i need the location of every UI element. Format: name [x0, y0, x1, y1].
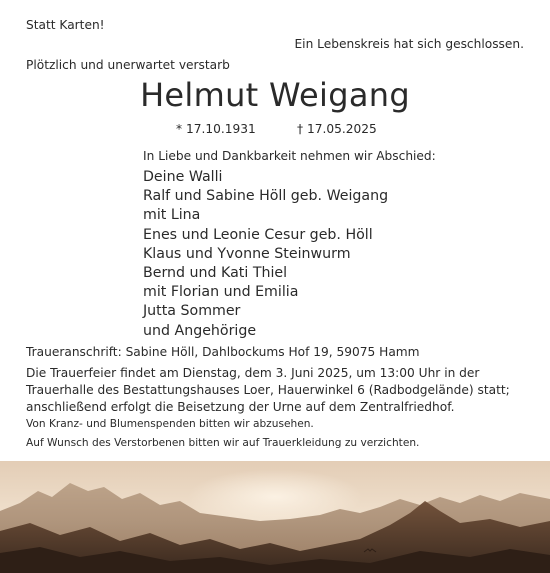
mourner-item: mit Florian und Emilia [143, 284, 299, 301]
intro-text: Plötzlich und unerwartet verstarb [26, 58, 230, 72]
mourner-item: Deine Walli [143, 169, 223, 185]
service-info [26, 365, 510, 415]
mourner-item: Bernd und Kati Thiel [143, 264, 288, 281]
motto-text: Ein Lebenskreis hat sich geschlossen. [294, 37, 524, 51]
mourner-item: mit Lina [143, 207, 201, 224]
statt-karten-label: Statt Karten! [26, 18, 105, 32]
service-line: anschließend erfolgt die Beisetzung der Urne auf dem Zentralfriedhof. [26, 399, 455, 414]
clothing-note: Auf Wunsch des Verstorbenen bitten wir auf Trauerkleidung zu verzichten. [26, 437, 420, 449]
mourner-item: Ralf und Sabine Höll geb. Weigang [143, 188, 389, 205]
mourner-item: Jutta Sommer [143, 303, 241, 320]
mountain-landscape-image [0, 461, 550, 573]
mourner-item: und Angehörige [143, 322, 257, 339]
birth-date: * 17.10.1931 [176, 122, 256, 136]
service-line: Trauerhalle des Bestattungshauses Loer, Hauerwinkel 6 (Radbodgelände) statt; [26, 382, 510, 397]
death-date: † 17.05.2025 [297, 122, 377, 136]
mourner-item: Klaus und Yvonne Steinwurm [143, 245, 351, 262]
mourner-item: Enes und Leonie Cesur geb. Höll [143, 226, 373, 243]
farewell-line: In Liebe und Dankbarkeit nehmen wir Abschied: [143, 149, 436, 163]
flowers-note: Von Kranz- und Blumenspenden bitten wir abzusehen. [26, 418, 314, 430]
mourning-address: Traueranschrift: Sabine Höll, Dahlbockums Hof 19, 59075 Hamm [26, 345, 420, 359]
deceased-name: Helmut Weigang [140, 76, 410, 114]
mourners-list [143, 168, 388, 341]
service-line: Die Trauerfeier findet am Dienstag, dem 3. Juni 2025, um 13:00 Uhr in der [26, 366, 480, 380]
